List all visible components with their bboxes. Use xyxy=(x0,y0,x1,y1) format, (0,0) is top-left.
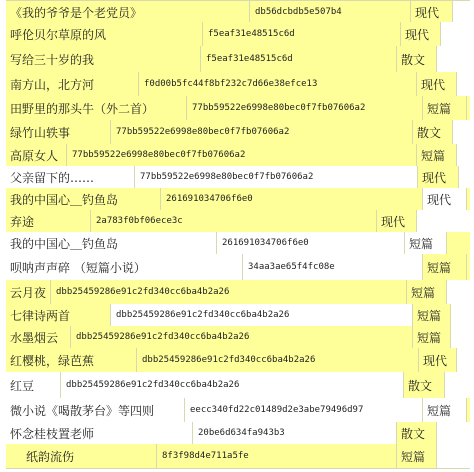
genre-label: 散文 xyxy=(412,120,452,144)
genre-label: 现代 xyxy=(416,72,456,96)
row-spacer xyxy=(450,304,470,326)
table-row xyxy=(6,210,470,233)
article-title-link[interactable]: 七律诗两首 xyxy=(6,304,110,326)
row-spacer xyxy=(458,166,470,188)
article-id: dbb25459286e91c2fd340cc6ba4b2a26 xyxy=(50,280,406,304)
row-spacer xyxy=(466,254,470,280)
table-row xyxy=(6,22,470,47)
table-row xyxy=(6,326,470,349)
table-row xyxy=(6,304,470,327)
row-spacer xyxy=(436,444,470,468)
article-id: dbb25459286e91c2fd340cc6ba4b2a26 xyxy=(60,372,403,398)
article-id: 77bb59522e6998e80bec0f7fb07606a2 xyxy=(186,96,422,120)
genre-label: 短篇 xyxy=(422,398,466,422)
article-title-link[interactable]: 我的中国心＿钓鱼岛 xyxy=(6,232,216,254)
table-row xyxy=(6,398,470,423)
row-spacer xyxy=(466,96,470,120)
row-spacer xyxy=(456,72,470,96)
genre-label: 短篇 xyxy=(412,326,450,348)
article-id: f5eaf31e48515c6d xyxy=(200,46,396,72)
article-title-link[interactable]: 高原女人 xyxy=(6,144,66,166)
row-spacer xyxy=(452,1,470,23)
table-row xyxy=(6,96,470,121)
article-title-link[interactable]: 我的中国心＿钓鱼岛 xyxy=(6,188,160,210)
row-spacer xyxy=(416,210,470,232)
article-id: eecc340fd22c01489d2e3abe79496d97 xyxy=(184,398,422,422)
article-id: dbb25459286e91c2fd340cc6ba4b2a26 xyxy=(70,326,412,348)
genre-label: 现代 xyxy=(417,166,458,188)
article-id: 8f3f98d4e711a5fe xyxy=(156,444,396,468)
article-title-link[interactable]: 红豆 xyxy=(6,372,60,398)
row-spacer xyxy=(436,422,470,444)
genre-label: 短篇 xyxy=(406,280,446,304)
table-row xyxy=(6,232,470,255)
table-row xyxy=(6,120,470,145)
article-id: db56dcbdb5e507b4 xyxy=(249,1,410,23)
table-row xyxy=(6,348,470,373)
genre-label: 散文 xyxy=(396,422,436,444)
article-title-link[interactable]: 父亲留下的…… xyxy=(6,166,134,188)
genre-label: 散文 xyxy=(403,372,444,398)
genre-label: 短篇 xyxy=(422,96,466,120)
article-id: 261691034706f6e0 xyxy=(216,232,404,254)
article-id: dbb25459286e91c2fd340cc6ba4b2a26 xyxy=(110,304,412,326)
article-title-link[interactable]: 呼伦贝尔草原的风 xyxy=(6,22,202,46)
article-id: 77bb59522e6998e80bec0f7fb07606a2 xyxy=(110,120,412,144)
article-id: f5eaf31e48515c6d xyxy=(202,22,400,46)
article-title-link[interactable]: 怀念桂枝置老师 xyxy=(6,422,192,444)
genre-label: 现代 xyxy=(410,1,452,23)
article-id: 2a783f0bf06ece3c xyxy=(90,210,376,232)
article-title-link[interactable]: 呗呐声声碎 （短篇小说） xyxy=(6,254,242,280)
genre-label: 现代 xyxy=(376,210,416,232)
article-title-link[interactable]: 南方山，北方河 xyxy=(6,72,138,96)
article-title-link[interactable]: 红樱桃，绿芭蕉 xyxy=(6,348,136,372)
genre-label: 短篇 xyxy=(412,304,450,326)
article-id: f0d00b5fc44f8bf232c7d66e38efce13 xyxy=(138,72,416,96)
genre-label: 短篇 xyxy=(416,144,456,166)
article-title-link[interactable]: 水墨烟云 xyxy=(6,326,70,348)
row-spacer xyxy=(466,398,470,422)
table-row xyxy=(6,188,470,211)
genre-label: 现代 xyxy=(400,22,440,46)
genre-label: 短篇 xyxy=(404,232,446,254)
table-row xyxy=(6,144,470,167)
genre-label: 现代 xyxy=(418,348,456,372)
article-title-link[interactable]: 弃途 xyxy=(6,210,90,232)
table-row xyxy=(6,254,470,281)
row-spacer xyxy=(446,280,470,304)
genre-label: 散文 xyxy=(396,46,436,72)
genre-label: 现代 xyxy=(422,188,466,210)
article-title-link[interactable]: 纸韵流伤 xyxy=(6,444,156,468)
table-row xyxy=(6,280,470,305)
row-spacer xyxy=(440,22,470,46)
article-id: 261691034706f6e0 xyxy=(160,188,422,210)
row-spacer xyxy=(456,144,470,166)
article-id: 34aa3ae65f4fc08e xyxy=(242,254,422,280)
article-title-link[interactable]: 云月夜 xyxy=(6,280,50,304)
table-row xyxy=(6,0,470,24)
article-title-link[interactable]: 绿竹山轶事 xyxy=(6,120,110,144)
table-row xyxy=(6,422,470,445)
genre-label: 短篇 xyxy=(422,254,466,280)
article-id: 20be6d634fa943b3 xyxy=(192,422,396,444)
table-row xyxy=(6,46,470,73)
article-title-link[interactable]: 田野里的那头牛（外二首） xyxy=(6,96,186,120)
table-row xyxy=(6,372,470,399)
row-spacer xyxy=(446,232,470,254)
row-spacer xyxy=(466,188,470,210)
row-spacer xyxy=(444,372,470,398)
table-row xyxy=(6,444,470,469)
article-title-link[interactable]: 写给三十岁的我 xyxy=(6,46,200,72)
row-spacer xyxy=(436,46,470,72)
article-id: 77bb59522e6998e80bec0f7fb07606a2 xyxy=(134,166,417,188)
article-id: 77bb59522e6998e80bec0f7fb07606a2 xyxy=(66,144,416,166)
article-title-link[interactable]: 微小说《喝散茅台》等四则 xyxy=(6,398,184,422)
table-row xyxy=(6,166,470,189)
row-spacer xyxy=(456,348,470,372)
article-title-link[interactable]: 《我的爷爷是个老党员》 xyxy=(6,1,249,23)
row-spacer xyxy=(452,120,470,144)
row-spacer xyxy=(450,326,470,348)
table-row xyxy=(6,72,470,97)
genre-label: 短篇 xyxy=(396,444,436,468)
article-id: dbb25459286e91c2fd340cc6ba4b2a26 xyxy=(136,348,418,372)
